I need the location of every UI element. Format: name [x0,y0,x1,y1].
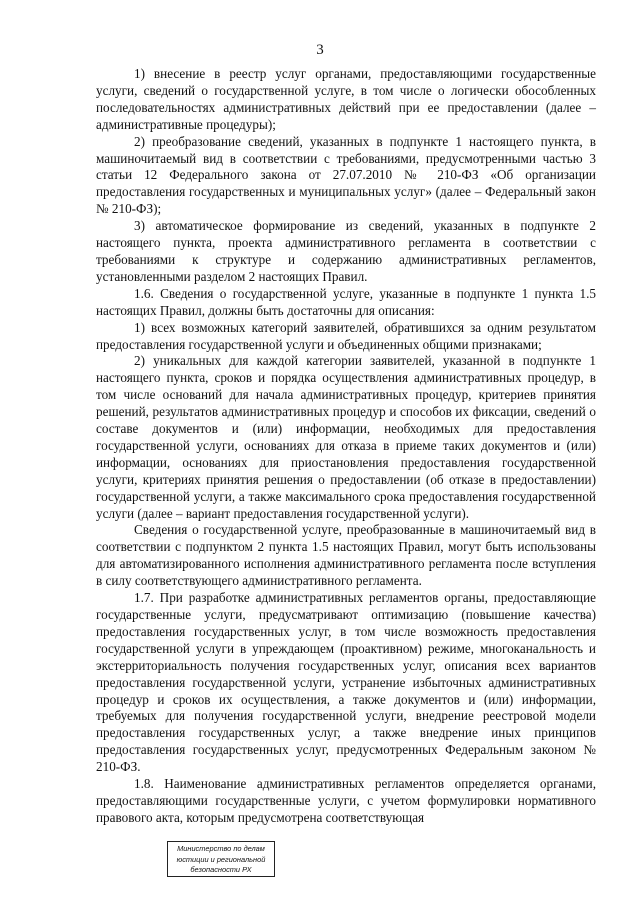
paragraph-section-1-6: 1.6. Сведения о государственной услуге, указанные в подпункте 1 пункта 1.5 настоящих Правил, должны быть достаточны для описания: [96,285,596,318]
paragraph-item-3: 3) автоматическое формирование из сведений, указанных в подпункте 2 настоящего пункта, проекта административного регламента в соответствии с требованиями к структуре и содержанию административных регламентов, установленными разделом 2 настоящих Правил. [96,218,596,284]
paragraph-item-1-6-1: 1) всех возможных категорий заявителей, обратившихся за одним результатом предоставления государственной услуги и объединенных общими признаками; [96,319,596,352]
paragraph-item-2: 2) преобразование сведений, указанных в подпункте 1 настоящего пункта, в машиночитаемый вид в соответствии с требованиями, предусмотренными частью 3 статьи 12 Федерального закона от 27.07.2010 № 210-ФЗ «Об организации предоставления государственных и муниципальных услуг» (далее – Федеральный закон № 210-ФЗ); [96,133,596,217]
registration-stamp [167,841,275,877]
paragraph-item-1-6-2: 2) уникальных для каждой категории заявителей, указанной в подпункте 1 настоящего пункта, сроков и порядка осуществления административных процедур, в том числе оснований для начала административных процедур, критериев принятия решений, результатов административных процедур и способов их фиксации, сведений о составе документов и (или) информации, необходимых для предоставления государственной услуги, основаниях для отказа в приеме таких документов и (или) информации, основаниях для приостановления предоставления государственной услуги, критериях принятия решения о предоставлении (об отказе в предоставлении) государственной услуги, а также максимального срока предоставления государственной услуги (далее – вариант предоставления государственной услуги). [96,353,596,521]
stamp-line-1: Министерство по делам [177,844,265,853]
document-body [96,66,596,827]
page-number: 3 [316,42,324,58]
paragraph-section-1-7: 1.7. При разработке административных регламентов органы, предоставляющие государственные услуги, предусматривают оптимизацию (повышение качества) предоставления государственных услуг, в том числе возможность предоставления государственной услуги в упреждающем (проактивном) режиме, многоканальность и экстерриториальность получения государственных услуг, описания всех вариантов предоставления государственной услуги, устранение избыточных административных процедур и сроков их осуществления, а также документов и (или) информации, требуемых для получения государственной услуги, внедрение реестровой модели предоставления государственных услуг, а также внедрение иных принципов предоставления государственных услуг, предусмотренных Федеральным законом № 210-ФЗ. [96,590,596,775]
paragraph-machine-readable: Сведения о государственной услуге, преобразованные в машиночитаемый вид в соответствии с подпунктом 2 пункта 1.5 настоящих Правил, могут быть использованы для автоматизированного исполнения административного регламента после вступления в силу соответствующего административного регламента. [96,522,596,589]
paragraph-section-1-8: 1.8. Наименование административных регламентов определяется органами, предоставляющими государственные услуги, с учетом формулировки нормативного правового акта, которым предусмотрена соответствующая [96,776,596,825]
paragraph-item-1: 1) внесение в реестр услуг органами, предоставляющими государственные услуги, сведений о государственной услуге, в том числе о логически обособленных последовательностях административных действий при ее предоставлении (далее – административные процедуры); [96,66,596,132]
stamp-line-2: юстиции и региональной [176,854,266,864]
stamp-line-3: безопасности РХ [190,865,252,874]
